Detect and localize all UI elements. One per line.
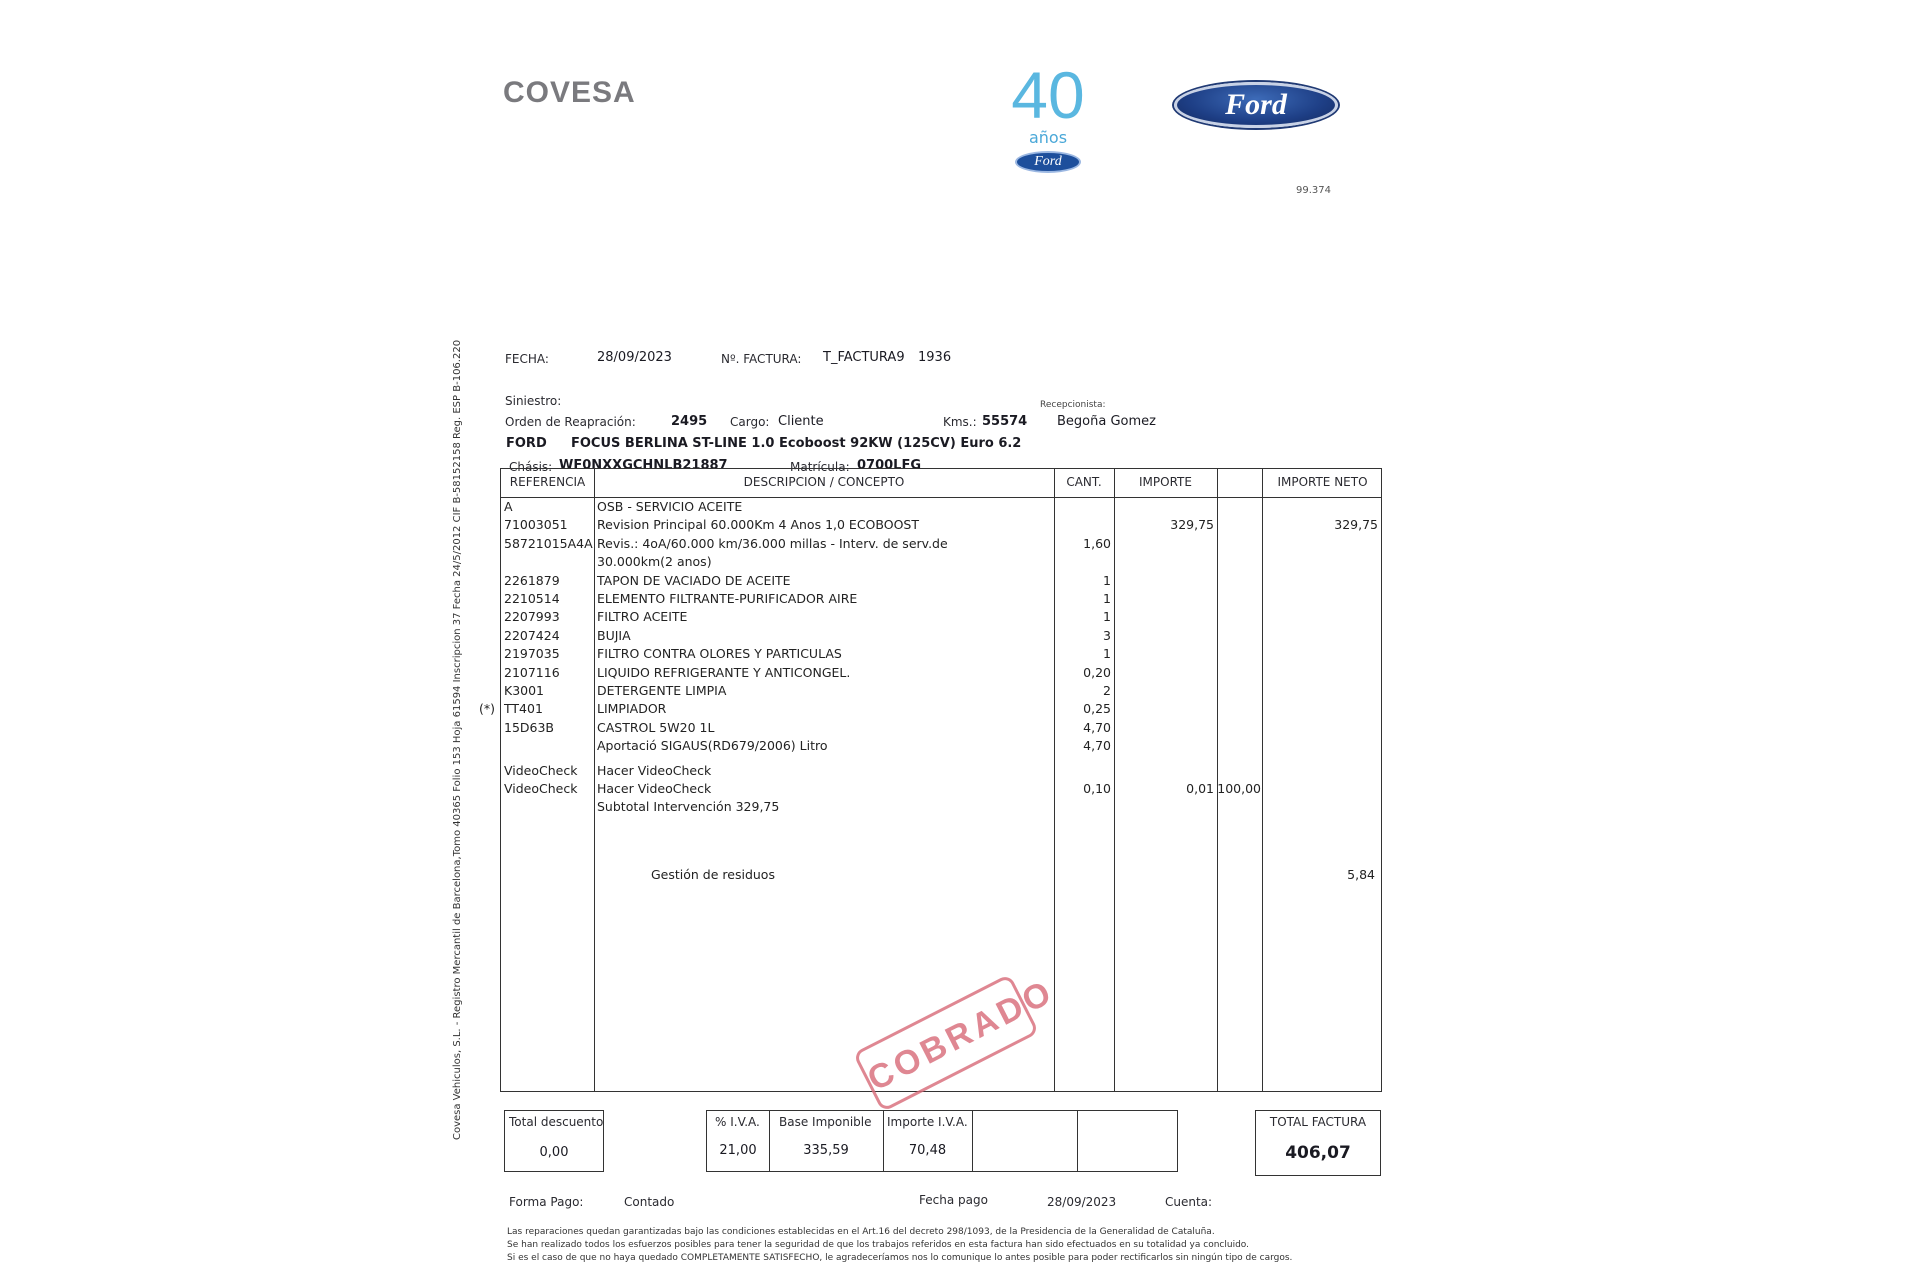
doc-code: 99.374 (1296, 185, 1331, 196)
table-row (501, 517, 1381, 535)
row-reference: 2210514 (504, 591, 560, 606)
row-reference: 2197035 (504, 646, 560, 662)
ford-logo-text: Ford (1225, 88, 1287, 121)
table-row (501, 499, 1381, 517)
row-description: FILTRO CONTRA OLORES Y PARTICULAS (597, 646, 842, 662)
fecha-value: 28/09/2023 (597, 350, 672, 365)
row-description: LIQUIDO REFRIGERANTE Y ANTICONGEL. (597, 664, 851, 680)
row-quantity: 4,70 (1083, 738, 1111, 754)
ford-logo (1174, 82, 1338, 128)
cargo-value: Cliente (778, 414, 824, 429)
row-reference: 15D63B (504, 719, 555, 735)
table-row (501, 591, 1381, 609)
anniversary-number: 40 (1011, 58, 1085, 132)
vehicle-brand: FORD (506, 436, 547, 451)
row-importe-neto: 329,75 (1334, 517, 1378, 533)
table-header (501, 469, 1381, 498)
table-row (501, 720, 1381, 738)
chasis-value: WF0NXXGCHNLB21887 (559, 458, 728, 473)
row-quantity: 0,20 (1083, 664, 1111, 680)
row-importe: 329,75 (1170, 517, 1214, 533)
row-reference: VideoCheck (504, 762, 578, 778)
row-reference: 2207993 (504, 609, 560, 625)
small-ford-oval: Ford (1015, 151, 1081, 173)
gestion-residuos-value: 5,84 (1347, 867, 1375, 882)
header-cant: CANT. (1066, 475, 1102, 489)
row-reference: 2261879 (504, 572, 560, 588)
invoice-lines-table (479, 468, 1382, 1092)
col-divider (883, 1111, 884, 1171)
total-descuento-label: Total descuento (509, 1115, 604, 1129)
row-description: LIMPIADOR (597, 701, 667, 717)
footer-line-1: Las reparaciones quedan garantizadas bajo las condiciones establecidas en el Art.16 del decreto 298/1093, de la Presidencia de la Generalidad de Cataluña. (507, 1227, 1215, 1237)
base-imponible-label: Base Imponible (779, 1115, 872, 1129)
row-description: OSB - SERVICIO ACEITE (597, 499, 743, 514)
row-quantity: 1 (1103, 646, 1111, 662)
header-referencia: REFERENCIA (509, 475, 586, 489)
row-reference: A (504, 499, 513, 514)
recepcionista-label: Recepcionista: (1040, 400, 1106, 410)
row-quantity: 2 (1103, 683, 1111, 698)
row-description: Revis.: 4oA/60.000 km/36.000 millas - Interv. de serv.de (597, 535, 948, 551)
footer-line-3: Si es el caso de que no haya quedado COMPLETAMENTE SATISFECHO, le agradeceríamos nos lo comunique lo antes posible para poder rectificarlos sin ningún tipo de cargos. (507, 1253, 1293, 1263)
factura-value: T_FACTURA9 (823, 350, 905, 365)
gestion-residuos-label: Gestión de residuos (651, 867, 775, 882)
table-row (501, 799, 1381, 817)
chasis-label: Chásis: (509, 460, 553, 474)
row-mark: (*) (479, 701, 496, 717)
importe-iva-label: Importe I.V.A. (887, 1115, 968, 1129)
footer-line-2: Se han realizado todos los esfuerzos posibles para tener la seguridad de que los trabajos referidos en esta factura han sido efectuados en su totalidad ya concluido. (507, 1240, 1249, 1250)
covesa-logo: COVESA (503, 76, 636, 109)
row-description: Subtotal Intervención 329,75 (597, 799, 780, 815)
row-quantity: 0,25 (1083, 701, 1111, 717)
table-row (501, 738, 1381, 756)
siniestro-label: Siniestro: (505, 394, 562, 408)
row-description: ELEMENTO FILTRANTE-PURIFICADOR AIRE (597, 591, 858, 606)
row-description: Revision Principal 60.000Km 4 Anos 1,0 ECOBOOST (597, 517, 919, 533)
row-reference: 2207424 (504, 627, 560, 643)
table-row (501, 683, 1381, 701)
total-factura-box (1255, 1110, 1381, 1176)
row-description: DETERGENTE LIMPIA (597, 683, 727, 698)
row-description: 30.000km(2 anos) (597, 554, 712, 570)
table-row (501, 573, 1381, 591)
total-descuento-value: 0,00 (539, 1145, 569, 1160)
orden-value: 2495 (671, 414, 708, 429)
row-description: Hacer VideoCheck (597, 762, 712, 778)
row-quantity: 0,10 (1083, 781, 1111, 796)
iva-percent-label: % I.V.A. (715, 1115, 760, 1129)
row-description: Hacer VideoCheck (597, 781, 712, 796)
row-quantity: 1 (1103, 572, 1111, 588)
importe-iva-value: 70,48 (908, 1143, 947, 1158)
row-quantity: 1 (1103, 591, 1111, 606)
vehicle-model: FOCUS BERLINA ST-LINE 1.0 Ecoboost 92KW (125CV) Euro 6.2 (571, 436, 1022, 451)
row-importe: 0,01 (1186, 781, 1214, 796)
orden-label: Orden de Reapración: (505, 415, 636, 429)
base-imponible-value: 335,59 (803, 1143, 849, 1158)
col-divider (769, 1111, 770, 1171)
col-divider (972, 1111, 973, 1171)
table-row (501, 628, 1381, 646)
row-quantity: 1 (1103, 609, 1111, 625)
anniversary-word: años (1028, 128, 1068, 147)
forma-pago-label: Forma Pago: (509, 1195, 584, 1209)
row-quantity: 1,60 (1083, 535, 1111, 551)
row-description: BUJIA (597, 627, 631, 643)
matricula-value: 0700LFG (857, 458, 922, 473)
forma-pago-value: Contado (624, 1195, 675, 1209)
kms-label: Kms.: (943, 415, 977, 429)
row-description: Aportació SIGAUS(RD679/2006) Litro (597, 738, 828, 754)
row-reference: 71003051 (504, 517, 568, 533)
factura-number: 1936 (918, 350, 952, 365)
total-factura-label: TOTAL FACTURA (1269, 1115, 1367, 1129)
iva-percent-value: 21,00 (719, 1143, 757, 1158)
registry-side-text: Covesa Vehiculos, S.L. - Registro Mercantil de Barcelona,Tomo 40365 Folio 153 Hoja 61594 Inscripcion 37 Fecha 24/5/2012 CIF B-58152158 Reg. ESP B-106.220 (452, 339, 463, 1140)
table-row (501, 665, 1381, 683)
table-row (501, 781, 1381, 799)
row-discount: 100,00 (1217, 781, 1261, 796)
table-row (501, 763, 1381, 781)
matricula-label: Matrícula: (790, 460, 850, 474)
cargo-label: Cargo: (730, 415, 770, 429)
row-reference: 58721015A4A (504, 535, 593, 551)
total-factura-value: 406,07 (1285, 1143, 1351, 1163)
header-importe-neto: IMPORTE NETO (1277, 475, 1368, 489)
table-row (501, 609, 1381, 627)
cuenta-label: Cuenta: (1165, 1195, 1213, 1209)
header-descripcion: DESCRIPCION / CONCEPTO (743, 475, 905, 489)
row-reference: VideoCheck (504, 781, 578, 796)
row-reference: K3001 (504, 683, 545, 698)
kms-value: 55574 (982, 414, 1028, 429)
col-divider (1077, 1111, 1078, 1171)
row-description: FILTRO ACEITE (597, 609, 688, 625)
total-descuento-box (504, 1110, 604, 1172)
anniversary-40-logo (998, 58, 1098, 182)
table-row (501, 646, 1381, 664)
recepcionista-value: Begoña Gomez (1057, 414, 1156, 429)
row-description: TAPON DE VACIADO DE ACEITE (597, 572, 791, 588)
row-quantity: 4,70 (1083, 719, 1111, 735)
cobrado-stamp: COBRADO (853, 974, 1040, 1113)
table-row (501, 554, 1381, 572)
row-description: CASTROL 5W20 1L (597, 719, 715, 735)
row-quantity: 3 (1103, 627, 1111, 643)
fecha-pago-label: Fecha pago (919, 1193, 988, 1207)
header-importe: IMPORTE (1139, 475, 1192, 489)
table-row (479, 701, 1381, 719)
fecha-label: FECHA: (505, 352, 549, 366)
row-reference: TT401 (504, 701, 543, 717)
iva-box (706, 1110, 1178, 1172)
fecha-pago-value: 28/09/2023 (1047, 1195, 1117, 1209)
row-reference: 2107116 (504, 664, 560, 680)
table-row (501, 536, 1381, 554)
factura-label: Nº. FACTURA: (721, 352, 802, 366)
